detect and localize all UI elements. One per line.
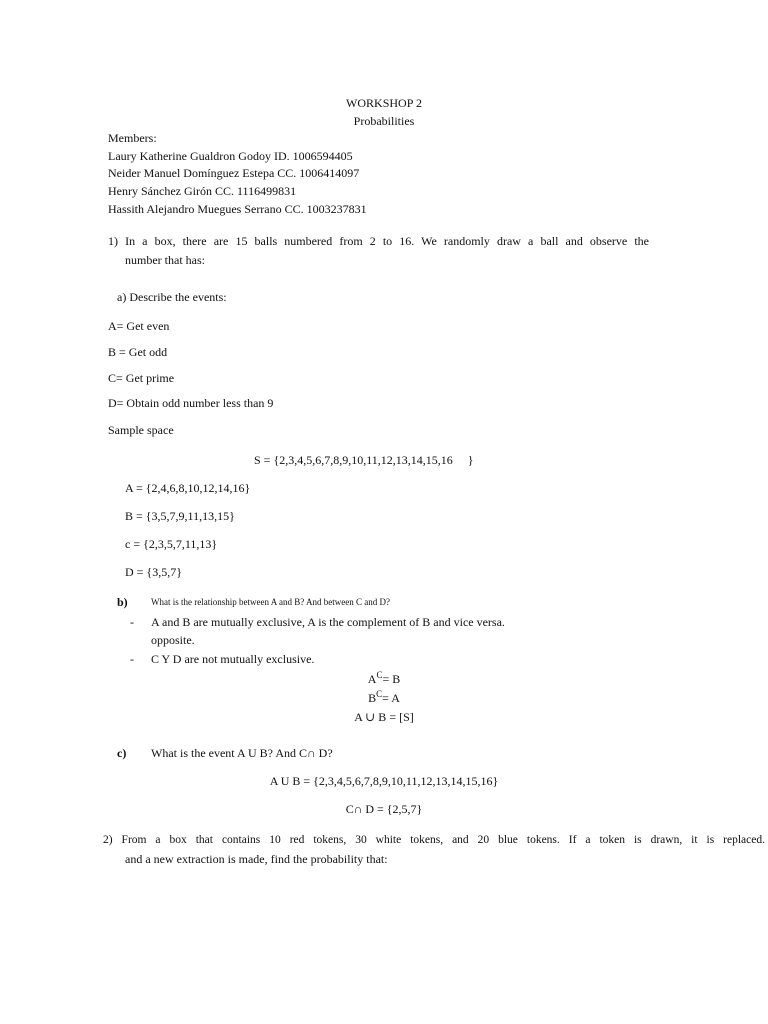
union-set-result: A U B = {2,3,4,5,6,7,8,9,10,11,12,13,14,15,16} [269,774,499,788]
document-subtitle: Probabilities [353,114,415,128]
document-title: WORKSHOP 2 [346,96,422,110]
question-2-text: 2) From a box that contains 10 red tokens, 30 white tokens, and 20 blue tokens. If a token is drawn, it is replaced. [103,834,765,846]
member-item: Henry Sánchez Girón CC. 1116499831 [108,184,297,198]
part-b-answer-2: C Y D are not mutually exclusive. [151,652,315,666]
question-1-text: 1) In a box, there are 15 balls numbered from 2 to 16. We randomly draw a ball and observe the [108,234,649,248]
member-item: Laury Katherine Gualdron Godoy ID. 1006594405 [108,149,353,163]
members-label: Members: [108,131,157,145]
part-b-answer-1: A and B are mutually exclusive, A is the complement of B and vice versa. [151,615,505,629]
part-b-question: What is the relationship between A and B? And between C and D? [151,597,390,607]
member-item: Neider Manuel Domínguez Estepa CC. 1006414097 [108,166,360,180]
member-item: Hassith Alejandro Muegues Serrano CC. 1003237831 [108,202,367,216]
event-item: D= Obtain odd number less than 9 [108,396,274,410]
intersection-set-result: C∩ D = {2,5,7} [345,802,423,816]
sample-space-label: Sample space [108,423,174,437]
question-2-text-continued: and a new extraction is made, find the probability that: [125,852,388,866]
union-equation: A ∪ B = [S] [354,710,414,724]
complement-equation-a: $A^C= B$ [367,670,401,686]
bullet-dash: - [130,652,134,666]
complement-equation-b: $B^C= A$ [368,689,400,705]
part-b-label: b) [117,595,128,609]
set-definition: c = {2,3,5,7,11,13} [125,537,218,551]
set-definition: A = {2,4,6,8,10,12,14,16} [125,481,251,495]
part-c-question: What is the event A U B? And C∩ D? [151,746,333,760]
part-a-title: a) Describe the events: [117,290,227,304]
set-definition: D = {3,5,7} [125,565,182,579]
event-item: C= Get prime [108,371,175,385]
question-1-text-continued: number that has: [125,253,205,267]
bullet-dash: - [130,615,134,629]
part-c-label: c) [117,746,127,760]
set-definition: B = {3,5,7,9,11,13,15} [125,509,235,523]
part-b-answer-1-continued: opposite. [151,633,195,647]
event-item: A= Get even [108,319,170,333]
event-item: B = Get odd [108,345,168,359]
sample-space-set: S = {2,3,4,5,6,7,8,9,10,11,12,13,14,15,16 } [254,453,474,467]
